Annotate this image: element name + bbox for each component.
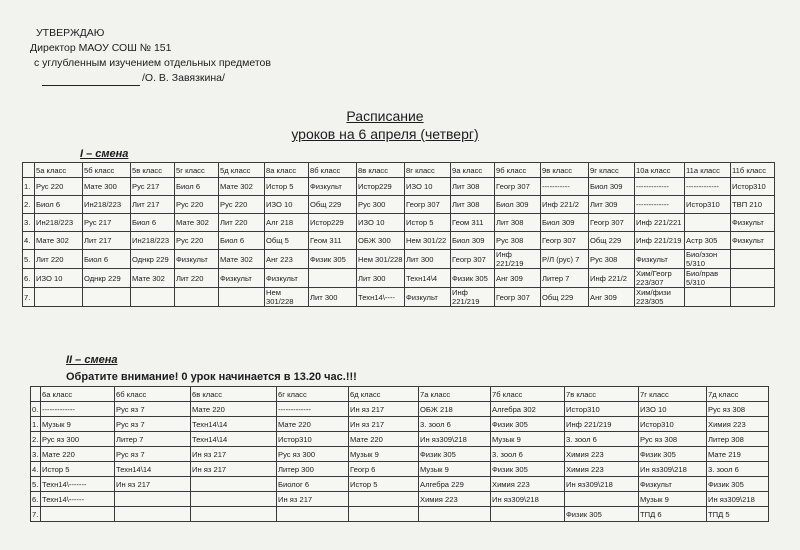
lesson-cell — [35, 288, 83, 307]
lesson-cell: Физик 305 — [491, 462, 565, 477]
table-row — [31, 432, 769, 447]
table-row — [31, 417, 769, 432]
lesson-cell: Инф 221/219 — [565, 417, 639, 432]
lesson-cell: Истор310 — [685, 196, 731, 214]
lesson-number: 1. — [23, 178, 35, 196]
lesson-cell: Ин яз 217 — [277, 492, 349, 507]
lesson-cell: Мате 220 — [41, 447, 115, 462]
lesson-cell: ТВП 210 — [731, 196, 775, 214]
lesson-cell: Однкр 229 — [131, 250, 175, 269]
lesson-cell: Геогр 307 — [495, 178, 541, 196]
table-row — [31, 402, 769, 417]
class-header: 11а класс — [685, 163, 731, 178]
lesson-cell: Физкульт — [731, 214, 775, 232]
lesson-cell: 3. зоол 6 — [707, 462, 769, 477]
table-row — [23, 232, 775, 250]
class-header: 5в класс — [131, 163, 175, 178]
class-header: 7д класс — [707, 387, 769, 402]
lesson-cell: Ин яз309\218 — [491, 492, 565, 507]
table-row — [31, 492, 769, 507]
lesson-cell: Мате 219 — [707, 447, 769, 462]
lesson-cell: Биол 6 — [131, 214, 175, 232]
lesson-cell: Литер 7 — [115, 432, 191, 447]
lesson-cell: ------------- — [635, 196, 685, 214]
lesson-cell: Хим/Геогр 223/307 — [635, 269, 685, 288]
lesson-number: 7. — [31, 507, 41, 522]
lesson-cell: Техн14\14 — [191, 432, 277, 447]
lesson-cell: Р/Л (рус) 7 — [541, 250, 589, 269]
approval-signer: /О. В. Завязкина/ — [142, 72, 225, 84]
class-header: 11б класс — [731, 163, 775, 178]
lesson-cell: Лит 220 — [35, 250, 83, 269]
lesson-cell: ОБЖ 300 — [357, 232, 405, 250]
lesson-cell: Геогр 307 — [451, 250, 495, 269]
lesson-cell: Истор 5 — [349, 477, 419, 492]
lesson-cell: Анг 309 — [495, 269, 541, 288]
class-header: 6а класс — [41, 387, 115, 402]
lesson-cell: Химия 223 — [707, 417, 769, 432]
table-row — [23, 269, 775, 288]
class-header: 6г класс — [277, 387, 349, 402]
lesson-cell: Рус 220 — [175, 196, 219, 214]
lesson-cell: Истор310 — [277, 432, 349, 447]
lesson-cell: Общ 229 — [589, 232, 635, 250]
approval-director: Директор МАОУ СОШ № 151 — [30, 42, 172, 54]
lesson-cell: Биол 6 — [35, 196, 83, 214]
lesson-cell: Ин яз 217 — [191, 447, 277, 462]
lesson-cell: ИЗО 10 — [405, 178, 451, 196]
lesson-cell: Биолог 6 — [277, 477, 349, 492]
lesson-cell: Ин яз 217 — [349, 402, 419, 417]
lesson-cell — [309, 269, 357, 288]
lesson-cell: Музык 9 — [41, 417, 115, 432]
lesson-cell: Алгебра 302 — [491, 402, 565, 417]
lesson-cell: Биол 309 — [589, 178, 635, 196]
lesson-cell — [277, 507, 349, 522]
lesson-cell: Лит 308 — [495, 214, 541, 232]
lesson-cell: Мате 302 — [35, 232, 83, 250]
shift2-notice: Обратите внимание! 0 урок начинается в 13.20 час.!!! — [66, 371, 357, 383]
lesson-cell: Физкульт — [731, 232, 775, 250]
class-header: 9г класс — [589, 163, 635, 178]
lesson-cell: Лит 300 — [405, 250, 451, 269]
lesson-cell: Геом 311 — [309, 232, 357, 250]
lesson-cell: Алгебра 229 — [419, 477, 491, 492]
lesson-number: 7. — [23, 288, 35, 307]
lesson-cell: Истор310 — [565, 402, 639, 417]
lesson-cell: Биол 6 — [83, 250, 131, 269]
table-row — [23, 288, 775, 307]
lesson-number: 3. — [23, 214, 35, 232]
table-row — [23, 214, 775, 232]
approval-school: с углубленным изучением отдельных предметов — [34, 57, 271, 69]
lesson-cell: Музык 9 — [491, 432, 565, 447]
lesson-cell: Ин яз309\218 — [707, 492, 769, 507]
lesson-cell: Рус 220 — [35, 178, 83, 196]
lesson-cell: Рус яз 300 — [41, 432, 115, 447]
lesson-cell: Алг 218 — [265, 214, 309, 232]
lesson-cell: Лит 217 — [83, 232, 131, 250]
lesson-cell: Техн14\---- — [357, 288, 405, 307]
lesson-number: 0. — [31, 402, 41, 417]
table-row — [31, 462, 769, 477]
lesson-cell: Физик 305 — [491, 417, 565, 432]
lesson-cell: Анг 223 — [265, 250, 309, 269]
lesson-number: 6. — [31, 492, 41, 507]
lesson-cell — [219, 288, 265, 307]
lesson-number: 1. — [31, 417, 41, 432]
lesson-cell: Музык 9 — [419, 462, 491, 477]
lesson-cell: ------------- — [685, 178, 731, 196]
lesson-cell: Истор229 — [309, 214, 357, 232]
lesson-cell: 3. зоол 6 — [565, 432, 639, 447]
lesson-cell — [115, 492, 191, 507]
lesson-cell: Ин яз309\218 — [419, 432, 491, 447]
lesson-cell: Биол 6 — [175, 178, 219, 196]
lesson-cell: Ин яз 217 — [191, 462, 277, 477]
lesson-cell: Рус яз 7 — [115, 402, 191, 417]
lesson-cell: Рус 308 — [589, 250, 635, 269]
lesson-cell: Литер 7 — [541, 269, 589, 288]
lesson-cell: Геогр 307 — [589, 214, 635, 232]
lesson-cell: ИЗО 10 — [639, 402, 707, 417]
shift1-label: I – смена — [80, 148, 129, 160]
lesson-cell: Ин218/223 — [35, 214, 83, 232]
lesson-cell: Инф 221/219 — [495, 250, 541, 269]
lesson-cell: ------------- — [277, 402, 349, 417]
lesson-cell: Мате 220 — [191, 402, 277, 417]
lesson-cell: Химия 223 — [565, 462, 639, 477]
table-row — [31, 507, 769, 522]
lesson-cell: Физик 305 — [309, 250, 357, 269]
lesson-cell: Геогр 6 — [349, 462, 419, 477]
class-header: 5д класс — [219, 163, 265, 178]
lesson-cell: Мате 302 — [175, 214, 219, 232]
lesson-cell: Техн14\4 — [405, 269, 451, 288]
lesson-cell: Лит 220 — [175, 269, 219, 288]
lesson-cell: Истор 5 — [41, 462, 115, 477]
class-header: 9в класс — [541, 163, 589, 178]
lesson-cell: Ин яз 217 — [115, 477, 191, 492]
lesson-cell: Анг 309 — [589, 288, 635, 307]
class-header: 6д класс — [349, 387, 419, 402]
lesson-cell: Общ 229 — [309, 196, 357, 214]
lesson-cell: Инф 221/2 — [541, 196, 589, 214]
lesson-number: 2. — [23, 196, 35, 214]
lesson-cell — [191, 507, 277, 522]
lesson-cell: Лит 308 — [451, 196, 495, 214]
lesson-cell: Мате 302 — [219, 250, 265, 269]
lesson-cell: Рус 220 — [219, 196, 265, 214]
lesson-cell — [419, 507, 491, 522]
lesson-cell — [83, 288, 131, 307]
lesson-cell — [349, 507, 419, 522]
lesson-number-header — [23, 163, 35, 178]
lesson-cell: Мате 220 — [277, 417, 349, 432]
lesson-cell: Истор310 — [731, 178, 775, 196]
lesson-number: 5. — [31, 477, 41, 492]
lesson-cell: Физкульт — [309, 178, 357, 196]
lesson-cell: Физик 305 — [639, 447, 707, 462]
shift2-schedule-table — [30, 386, 769, 522]
lesson-cell: Мате 302 — [131, 269, 175, 288]
class-header: 6б класс — [115, 387, 191, 402]
lesson-cell: Рус 220 — [175, 232, 219, 250]
lesson-cell: Био/эзон 5/310 — [685, 250, 731, 269]
lesson-cell: Нем 301/228 — [357, 250, 405, 269]
approval-signature — [42, 71, 271, 86]
lesson-cell: Рус яз 308 — [639, 432, 707, 447]
class-header: 8в класс — [357, 163, 405, 178]
lesson-cell: Физик 305 — [707, 477, 769, 492]
lesson-cell: 3. зоол 6 — [491, 447, 565, 462]
lesson-cell: Рус 308 — [495, 232, 541, 250]
lesson-cell: ТПД 5 — [707, 507, 769, 522]
lesson-cell: Музык 9 — [639, 492, 707, 507]
lesson-cell: Ин яз309\218 — [565, 477, 639, 492]
lesson-cell: Биол 6 — [219, 232, 265, 250]
lesson-cell: Био/прав 5/310 — [685, 269, 731, 288]
lesson-cell: ИЗО 10 — [265, 196, 309, 214]
table-row — [23, 178, 775, 196]
page-subtitle: уроков на 6 апреля (четверг) — [291, 126, 479, 142]
lesson-cell: Мате 302 — [219, 178, 265, 196]
lesson-cell: Физкульт — [219, 269, 265, 288]
lesson-cell: Химия 223 — [419, 492, 491, 507]
lesson-cell: Химия 223 — [491, 477, 565, 492]
lesson-cell: Истор229 — [357, 178, 405, 196]
class-header: 8г класс — [405, 163, 451, 178]
lesson-cell — [191, 477, 277, 492]
lesson-cell: Инф 221/219 — [635, 232, 685, 250]
lesson-cell: Инф 221/221 — [635, 214, 685, 232]
shift1-header-row — [23, 163, 775, 178]
lesson-cell: Ин яз309\218 — [639, 462, 707, 477]
lesson-cell: Биол 309 — [495, 196, 541, 214]
lesson-cell: Техн14\14 — [115, 462, 191, 477]
lesson-cell: Геогр 307 — [495, 288, 541, 307]
lesson-cell: Однкр 229 — [83, 269, 131, 288]
lesson-cell: ИЗО 10 — [357, 214, 405, 232]
lesson-cell: Геом 311 — [451, 214, 495, 232]
lesson-cell — [491, 507, 565, 522]
lesson-cell: Лит 300 — [309, 288, 357, 307]
lesson-cell — [731, 288, 775, 307]
lesson-cell: Рус яз 300 — [277, 447, 349, 462]
lesson-cell: Техн14\------- — [41, 477, 115, 492]
lesson-cell — [41, 507, 115, 522]
lesson-cell: Геогр 307 — [405, 196, 451, 214]
class-header: 6в класс — [191, 387, 277, 402]
lesson-cell: Биол 309 — [541, 214, 589, 232]
lesson-cell: ------------- — [635, 178, 685, 196]
lesson-cell: 3. зоол 6 — [419, 417, 491, 432]
lesson-cell: Геогр 307 — [541, 232, 589, 250]
class-header: 9а класс — [451, 163, 495, 178]
class-header: 7б класс — [491, 387, 565, 402]
lesson-cell: Истор 5 — [405, 214, 451, 232]
table-row — [31, 477, 769, 492]
class-header: 7г класс — [639, 387, 707, 402]
approval-block — [22, 26, 271, 86]
lesson-cell: ТПД 6 — [639, 507, 707, 522]
lesson-cell: Ин218/223 — [83, 196, 131, 214]
lesson-cell: Физик 305 — [419, 447, 491, 462]
lesson-cell: Физик 305 — [451, 269, 495, 288]
lesson-cell: ------------- — [41, 402, 115, 417]
lesson-cell: Общ 229 — [541, 288, 589, 307]
lesson-cell: Физкульт — [635, 250, 685, 269]
lesson-number: 6. — [23, 269, 35, 288]
shift2-label: II – смена — [66, 354, 118, 366]
lesson-cell: Физик 305 — [565, 507, 639, 522]
shift2-header-row — [31, 387, 769, 402]
lesson-cell — [175, 288, 219, 307]
lesson-cell: Инф 221/2 — [589, 269, 635, 288]
lesson-cell: Литер 308 — [707, 432, 769, 447]
lesson-number: 4. — [31, 462, 41, 477]
class-header: 8а класс — [265, 163, 309, 178]
lesson-cell: Ин яз 217 — [349, 417, 419, 432]
lesson-cell: ----------- — [541, 178, 589, 196]
class-header: 8б класс — [309, 163, 357, 178]
lesson-cell: Астр 305 — [685, 232, 731, 250]
lesson-cell — [685, 288, 731, 307]
lesson-cell: Рус 217 — [131, 178, 175, 196]
class-header: 10а класс — [635, 163, 685, 178]
lesson-cell: Биол 309 — [451, 232, 495, 250]
table-row — [23, 250, 775, 269]
lesson-cell: Музык 9 — [349, 447, 419, 462]
lesson-number: 5. — [23, 250, 35, 269]
lesson-cell: Рус яз 308 — [707, 402, 769, 417]
approval-heading: УТВЕРЖДАЮ — [36, 27, 105, 39]
lesson-number: 4. — [23, 232, 35, 250]
lesson-cell: Мате 220 — [349, 432, 419, 447]
lesson-cell: Инф 221/219 — [451, 288, 495, 307]
lesson-cell: Лит 300 — [357, 269, 405, 288]
table-row — [31, 447, 769, 462]
lesson-cell — [565, 492, 639, 507]
lesson-cell — [191, 492, 277, 507]
lesson-cell: Лит 220 — [219, 214, 265, 232]
class-header: 5а класс — [35, 163, 83, 178]
lesson-cell: Хим/физи 223/305 — [635, 288, 685, 307]
lesson-cell: Физкульт — [639, 477, 707, 492]
class-header: 9б класс — [495, 163, 541, 178]
lesson-cell: Общ 5 — [265, 232, 309, 250]
lesson-cell — [115, 507, 191, 522]
lesson-cell: Лит 308 — [451, 178, 495, 196]
lesson-cell: Физкульт — [175, 250, 219, 269]
class-header: 5б класс — [83, 163, 131, 178]
shift1-schedule-table — [22, 162, 775, 307]
lesson-cell: Физкульт — [265, 269, 309, 288]
lesson-cell: ОБЖ 218 — [419, 402, 491, 417]
table-row — [23, 196, 775, 214]
lesson-cell: Нем 301/228 — [265, 288, 309, 307]
lesson-cell — [731, 250, 775, 269]
lesson-number: 2. — [31, 432, 41, 447]
lesson-number-header — [31, 387, 41, 402]
lesson-cell: Рус яз 7 — [115, 417, 191, 432]
lesson-cell — [131, 288, 175, 307]
lesson-cell: Техн14\------ — [41, 492, 115, 507]
lesson-cell — [731, 269, 775, 288]
lesson-cell: Лит 217 — [131, 196, 175, 214]
lesson-cell: Литер 300 — [277, 462, 349, 477]
page-title: Расписание — [346, 108, 424, 124]
lesson-cell: Физкульт — [405, 288, 451, 307]
lesson-cell: Химия 223 — [565, 447, 639, 462]
lesson-cell: Техн14\14 — [191, 417, 277, 432]
lesson-cell: Ин218/223 — [131, 232, 175, 250]
lesson-cell: Рус 217 — [83, 214, 131, 232]
class-header: 7в класс — [565, 387, 639, 402]
lesson-cell: Истор310 — [639, 417, 707, 432]
lesson-cell: Рус яз 7 — [115, 447, 191, 462]
lesson-cell: Мате 300 — [83, 178, 131, 196]
class-header: 5г класс — [175, 163, 219, 178]
lesson-cell: Истор 5 — [265, 178, 309, 196]
lesson-cell: Рус 300 — [357, 196, 405, 214]
lesson-cell — [349, 492, 419, 507]
signature-line — [42, 85, 140, 86]
class-header: 7а класс — [419, 387, 491, 402]
lesson-cell: ИЗО 10 — [35, 269, 83, 288]
lesson-cell: Нем 301/22 — [405, 232, 451, 250]
lesson-number: 3. — [31, 447, 41, 462]
lesson-cell — [685, 214, 731, 232]
lesson-cell: Лит 309 — [589, 196, 635, 214]
